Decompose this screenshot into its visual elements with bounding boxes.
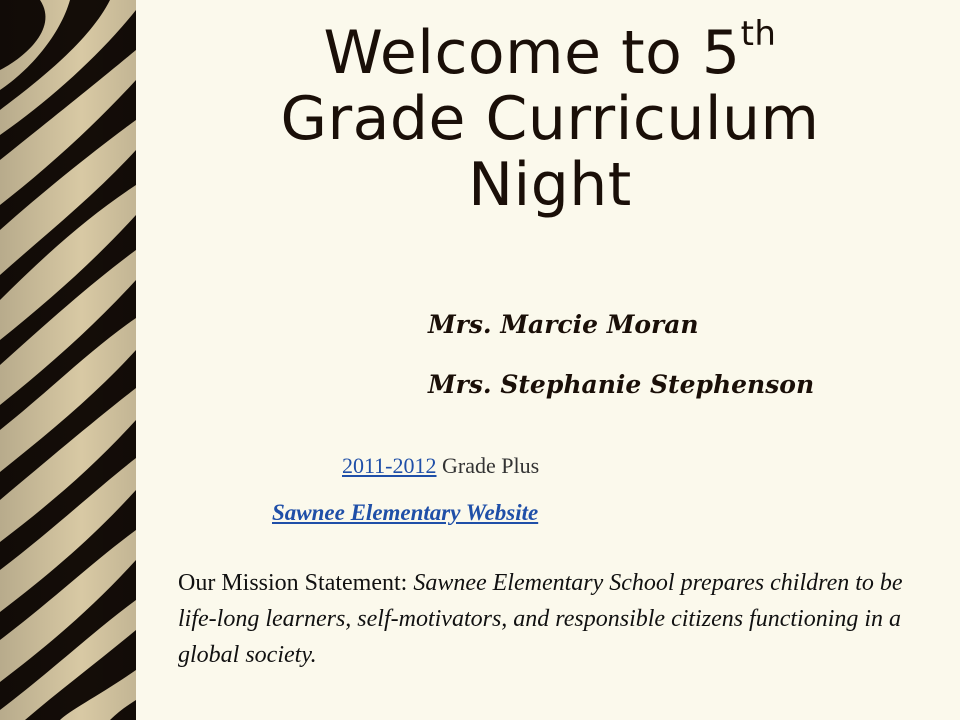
teacher-name-1: Mrs. Marcie Moran <box>428 310 699 339</box>
zebra-stripe-border <box>0 0 136 720</box>
mission-label: Our Mission Statement: <box>178 570 408 596</box>
grade-plus-year-link[interactable]: 2011-2012 <box>342 453 437 478</box>
zebra-stripe-image <box>0 0 136 720</box>
slide-title <box>200 14 900 220</box>
mission-statement <box>178 565 938 673</box>
grade-plus-line <box>342 453 539 479</box>
title-superscript: th <box>740 14 777 54</box>
grade-plus-label: Grade Plus <box>442 453 540 478</box>
title-line-3: Night <box>468 150 632 220</box>
title-line-2: Grade Curriculum <box>280 84 820 154</box>
teacher-name-2: Mrs. Stephanie Stephenson <box>428 370 815 399</box>
school-website-link[interactable]: Sawnee Elementary Website <box>272 500 539 525</box>
title-line-1: Welcome to 5th <box>323 14 777 88</box>
mission-text: Sawnee Elementary School prepares children to be life-long learners, self-motivators, and responsible citizens functioning in a global society. <box>178 570 903 668</box>
